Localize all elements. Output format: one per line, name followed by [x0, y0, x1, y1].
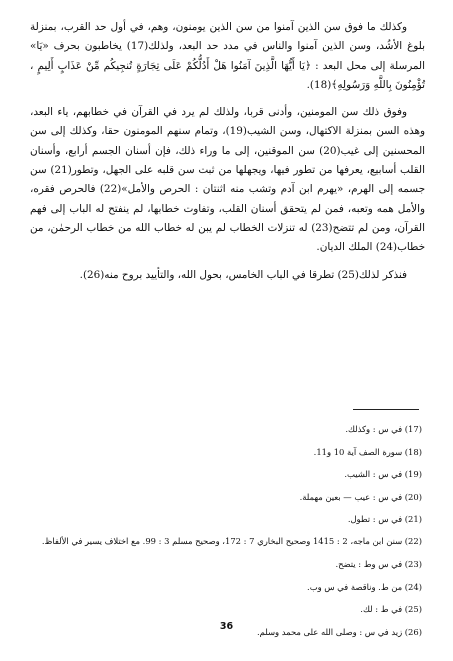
footnote-26: (26) زيد في س : وصلى الله على محمد وسلم.	[257, 626, 422, 637]
footnote-22: (22) سنن ابن ماجه، 2 : 1415 وصحيح البخاري 7 : 172، وصحيح مسلم 3 : 99. مع اختلاف يسير في الألفاظ.	[41, 535, 422, 546]
footnotes	[30, 418, 422, 643]
main-text	[30, 18, 425, 293]
footnote-separator	[353, 409, 419, 410]
footnote-25: (25) في ط : لك.	[360, 604, 422, 615]
paragraph-3: فنذكر لذلك(25) تطرقا في الباب الخامس، بحول الله، والتأييد بروح منه(26).	[79, 268, 407, 281]
footnote-21: (21) في س : تطول.	[347, 514, 422, 525]
footnote-24: (24) من ط. وناقصة في س وب.	[307, 581, 422, 592]
footnote-17: (17) في س : وكذلك.	[345, 424, 422, 434]
paragraph-1: وكذلك ما فوق سن الذين آمنوا من سن الذين يومنون، وهم، في أول حد القرب، بمنزلة بلوغ الأشُد، وسن الذين آمنوا والناس في مدد حد البعد، ولذلك(17) يخاطبون بحرف «يَا» المرسلة إلى محل البعد : ﴿يَا أَيُّهَا الَّذِينَ آمَنُوا هَلْ أَدُلُّكُمْ عَلَى تِجَارَةٍ تُنجِيكُم مِّنْ عَذَابٍ أَلِيمٍ ، تُؤْمِنُونَ بِاللَّهِ وَرَسُولِهِ﴾(18).	[30, 21, 425, 91]
footnote-18: (18) سورة الصف آية 10 و11.	[313, 446, 422, 457]
page-number: 36	[219, 621, 234, 632]
paragraph-2: وفوق ذلك سن المومنين، وأدنى قربا، ولذلك لم يرد في القرآن في خطابهم، ياء البعد، وهذه السن بمنزلة الاكتهال، وسن الشيب(19)، وتمام سنهم المومنون حقا، وكذلك إلى سن المحسنين إلى غيب(20) سن الموقنين، إلى ما وراء ذلك، فإن أسنان الجسم أرابع، وأسنان القلب أسابيع، يعرفها من تطور فيها، ويجهلها من ثبت سن قلبه على الجهل، وتطور(21) سن جسمه إلى الهرم، «يهرم ابن آدم وتشب منه اثنتان : الحرص والأمل»(22) فالحرص فقره، والأمل همه وتعبه، فمن لم يتحقق أسنان القلب، وتفاوت خطابها، لم ينفتح له الباب إلى فهم القرآن، ومن لم تتضح(23) له تنزلات الخطاب لم يبن له خطاب الله من خطاب الرحمٰن، من خطاب(24) الملك الديان.	[30, 106, 425, 254]
footnote-19: (19) في س : الشيب.	[344, 469, 422, 480]
footnote-20: (20) في س : عيب — بعين مهملة.	[299, 491, 422, 502]
footnote-23: (23) في س وط : يتضح.	[335, 558, 422, 569]
